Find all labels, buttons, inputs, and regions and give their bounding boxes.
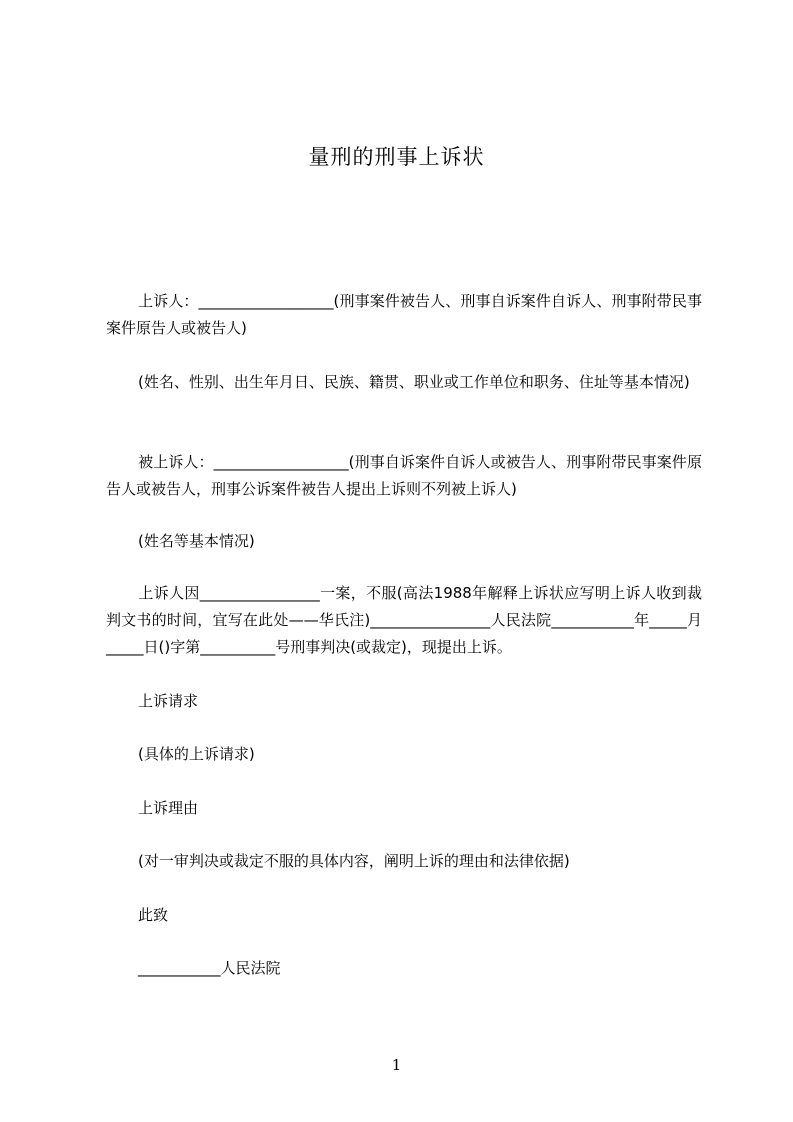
- appeal-request-content: [106, 741, 255, 768]
- court-addressee: [106, 955, 281, 982]
- appellant-text: 上诉人：__________________(刑事案件被告人、刑事自诉案件自诉人、刑事附带民事案件原告人或被告人): [106, 292, 702, 337]
- appellant-info-text: (姓名、性别、出生年月日、民族、籍贯、职业或工作单位和职务、住址等基本情况): [138, 373, 690, 391]
- appeal-reason-heading-text: 上诉理由: [138, 799, 199, 817]
- salutation-text: 此致: [138, 906, 169, 924]
- appeal-request-content-text: (具体的上诉请求): [138, 745, 255, 763]
- appellee-info-paragraph: [106, 528, 255, 555]
- case-statement-paragraph: [106, 580, 702, 661]
- appellant-info-paragraph: [106, 369, 702, 396]
- case-statement-text: 上诉人因________________一案，不服(高法1988年解释上诉状应写明上诉人收到裁判文书的时间，宜写在此处——华氏注)________________人民法院___________年_____月_____日()字第__________号刑事判决(或裁定)，现提出上诉。: [106, 584, 702, 656]
- document-title: 量刑的刑事上诉状: [308, 145, 485, 169]
- appellee-text: 被上诉人：__________________(刑事自诉案件自诉人或被告人、刑事附带民事案件原告人或被告人，刑事公诉案件被告人提出上诉则不列被上诉人): [106, 453, 702, 498]
- appeal-reason-content-text: (对一审判决或裁定不服的具体内容，阐明上诉的理由和法律依据): [138, 852, 570, 870]
- appeal-reason-content: [106, 848, 570, 875]
- appellee-info-text: (姓名等基本情况): [138, 532, 255, 550]
- court-addressee-text: ___________人民法院: [138, 959, 281, 977]
- appellee-paragraph: [106, 449, 702, 503]
- appeal-reason-heading: [106, 795, 198, 822]
- appellant-paragraph: [106, 288, 702, 342]
- appeal-request-heading-text: 上诉请求: [138, 692, 199, 710]
- page-number: 1: [391, 1056, 402, 1074]
- salutation: [106, 902, 168, 929]
- appeal-request-heading: [106, 688, 198, 715]
